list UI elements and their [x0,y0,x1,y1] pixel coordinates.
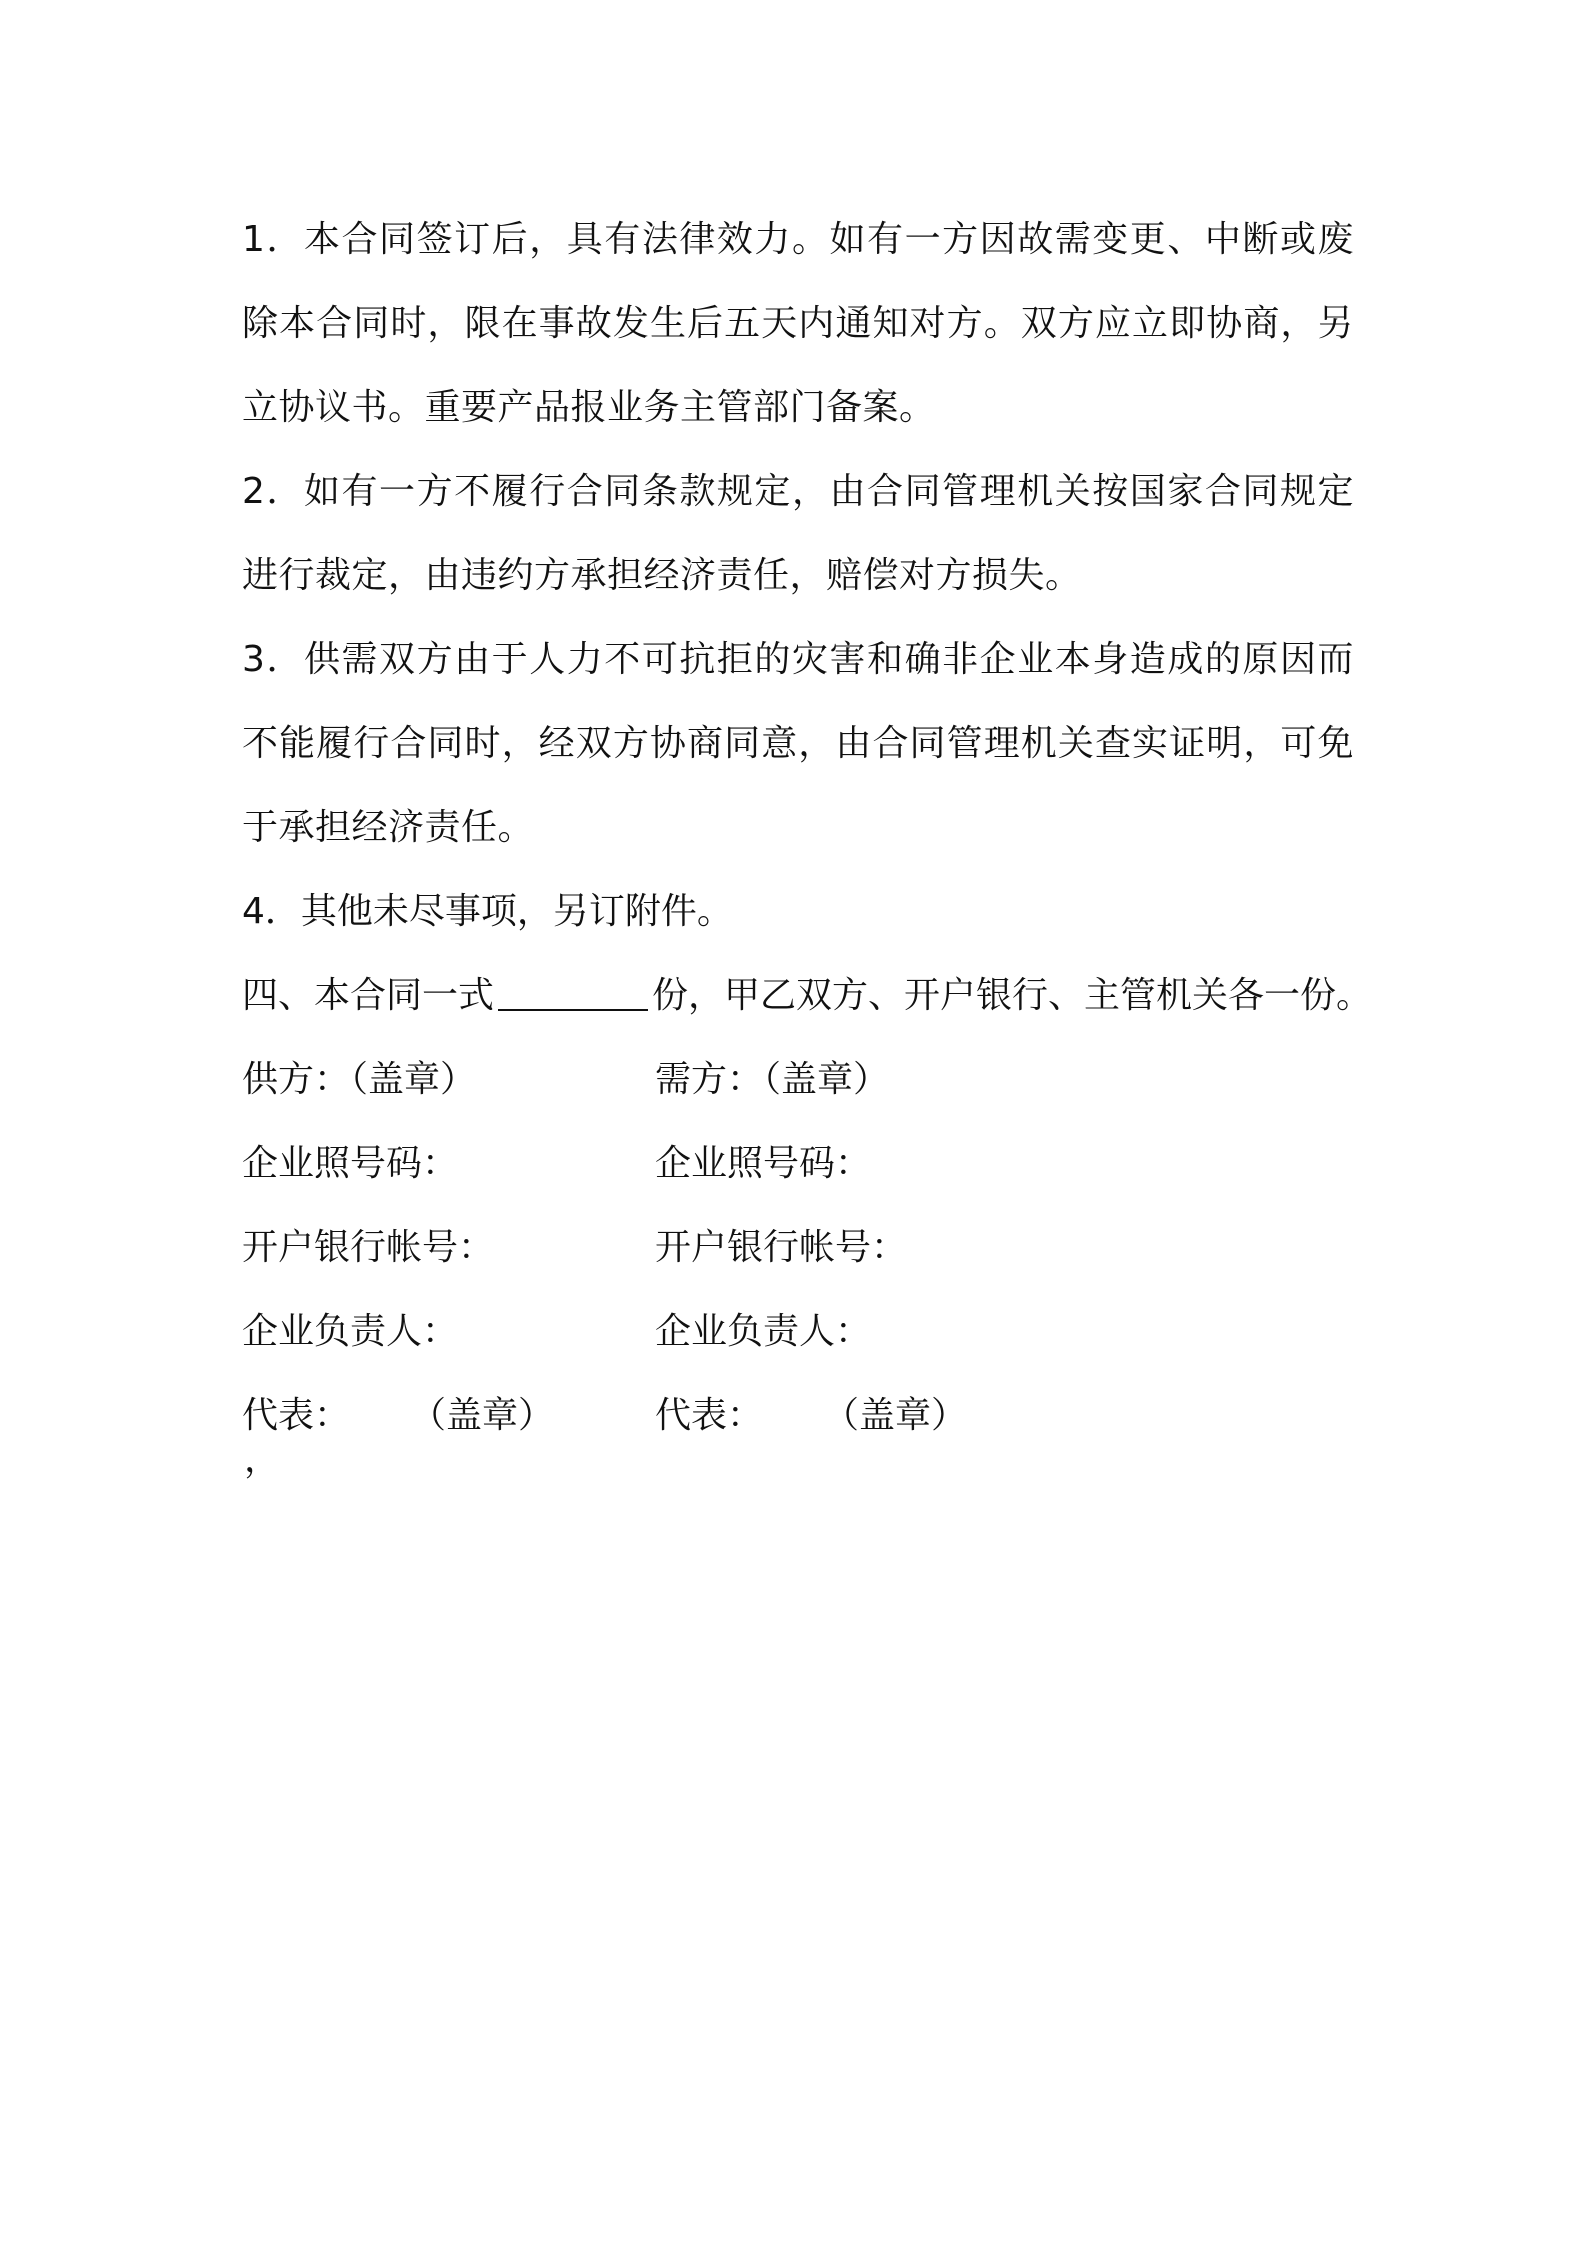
signature-row-rep [242,1374,1354,1458]
clause-3: 3．供需双方由于人力不可抗拒的灾害和确非企业本身造成的原因而不能履行合同时，经双方协商同意，由合同管理机关查实证明，可免于承担经济责任。 [242,639,1354,848]
signature-row-bank [242,1206,1354,1290]
buyer-bank-label: 开户银行帐号： [655,1227,908,1268]
trailing-mark: ， [244,1439,281,1480]
supplier-rep-label: 代表： [242,1395,351,1436]
supplier-rep-seal: （盖章） [410,1395,555,1436]
signature-row-party [242,1038,1354,1122]
supplier-bank-label: 开户银行帐号： [242,1227,495,1268]
signature-row-leader [242,1290,1354,1374]
copies-clause-before: 四、本合同一式 [242,975,495,1016]
buyer-rep-label: 代表： [655,1395,764,1436]
supplier-party-label: 供方：（盖章） [242,1059,477,1100]
copies-clause [242,954,1373,1038]
supplier-license-label: 企业照号码： [242,1143,459,1184]
buyer-leader-label: 企业负责人： [655,1311,872,1352]
supplier-leader-label: 企业负责人： [242,1311,459,1352]
copies-clause-after: 份，甲乙双方、开户银行、主管机关各一份。 [652,975,1373,1016]
copies-count-blank [498,973,648,1011]
buyer-rep-seal: （盖章） [823,1395,968,1436]
buyer-party-label: 需方：（盖章） [655,1059,890,1100]
clause-2: 2．如有一方不履行合同条款规定，由合同管理机关按国家合同规定进行裁定，由违约方承担经济责任，赔偿对方损失。 [242,471,1354,596]
clause-4: 4．其他未尽事项，另订附件。 [242,891,733,932]
clause-1: 1．本合同签订后，具有法律效力。如有一方因故需变更、中断或废除本合同时，限在事故发生后五天内通知对方。双方应立即协商，另立协议书。重要产品报业务主管部门备案。 [242,219,1354,428]
contract-body [242,198,1373,1458]
buyer-license-label: 企业照号码： [655,1143,872,1184]
signature-row-license [242,1122,1354,1206]
